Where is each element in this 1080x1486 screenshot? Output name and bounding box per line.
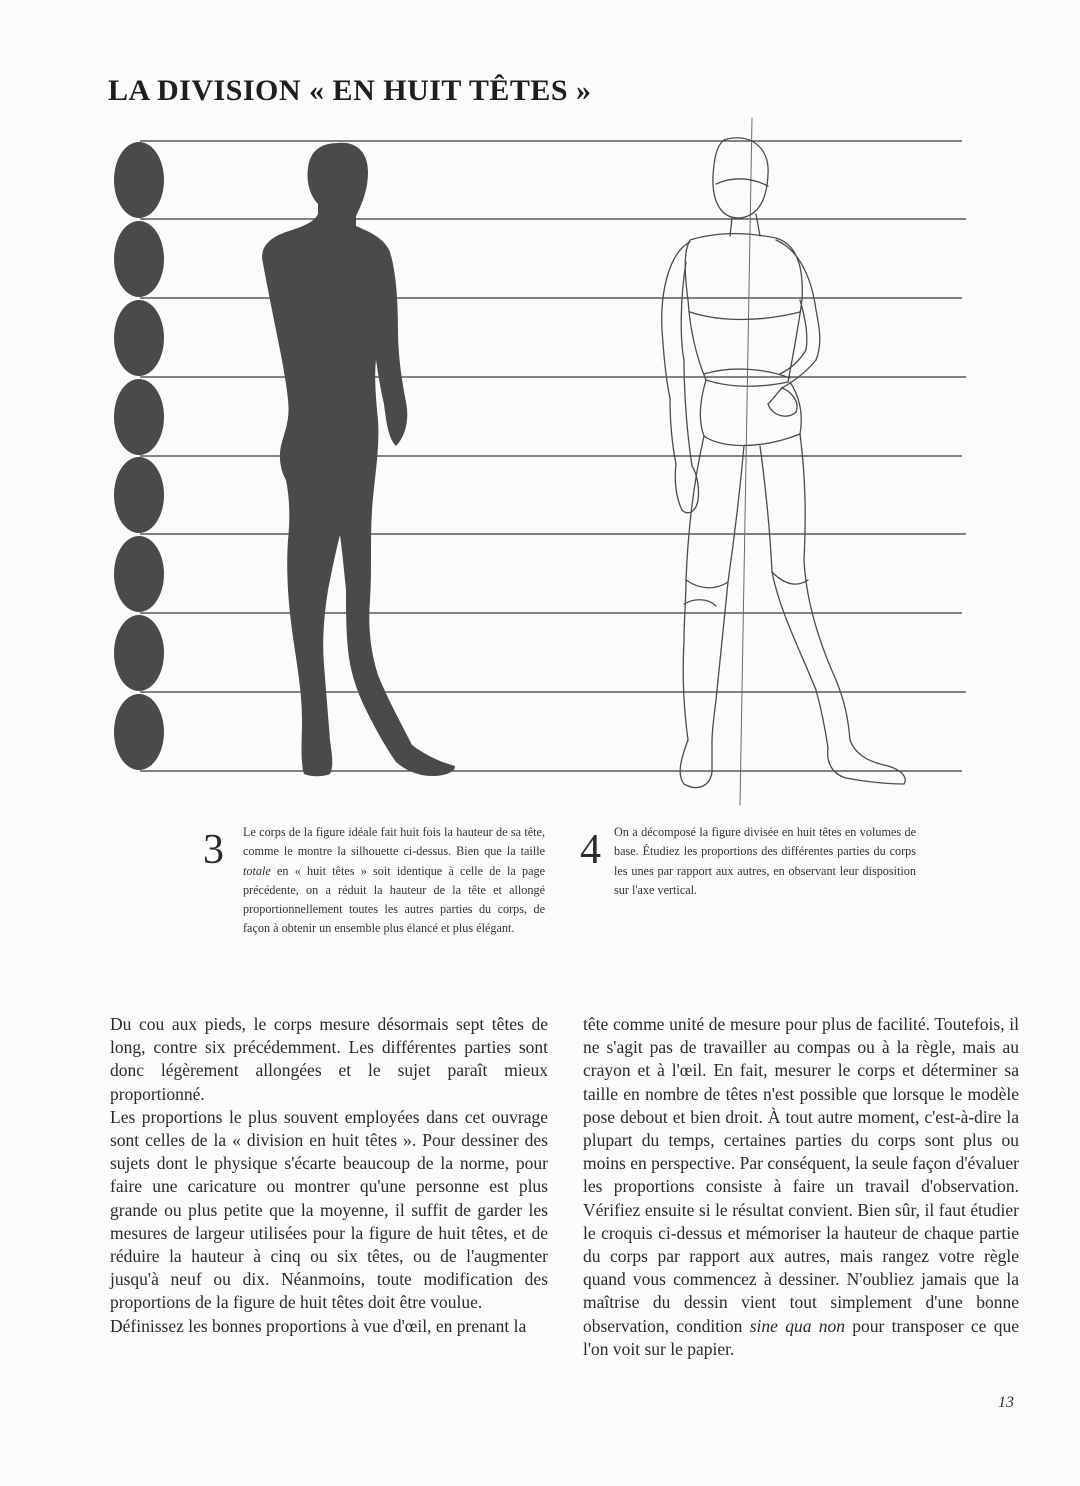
body-paragraph: Les proportions le plus souvent employées dans cet ouvrage sont celles de la « division en huit têtes ». Pour dessiner des sujets dont le physique s'écarte beaucoup de la norme, pour faire une caricature ou montrer qu'une personne est plus grande ou plus petite que la moyenne, il suffit de garder les mesures de largeur utilisées pour la figure de huit têtes, et de réduire la hauteur à cinq ou six têtes, ou de l'augmenter jusqu'à neuf ou dix. Néanmoins, toute modification des proportions de la figure de huit têtes doit être voulue. — [110, 1106, 548, 1313]
head-oval — [114, 615, 164, 691]
body-paragraph — [583, 1013, 1019, 1361]
page-number: 13 — [998, 1394, 1014, 1411]
body-text-part: tête comme unité de mesure pour plus de facilité. Toutefois, il ne s'agit pas de travailler au compas ou à la règle, mais au crayon et à l'œil. En fait, mesurer le corps et déterminer sa taille en nombre de têtes n'est possible que lorsque le modèle pose debout et bien droit. À tout autre moment, c'est-à-dire la plupart du temps, certaines parties du corps sont plus ou moins en perspective. Par conséquent, la seule façon d'évaluer les proportions consiste à faire un travail d'observation. Vérifiez ensuite si le résultat convient. Bien sûr, il faut étudier le croquis ci-dessus et mémoriser la hauteur de chaque partie du corps par rapport aux autres, mais rangez votre règle quand vous commencez à dessiner. N'oubliez jamais que la maîtrise du dessin vient tout simplement d'une bonne observation, condition — [583, 1014, 1019, 1336]
caption-4 — [580, 823, 916, 900]
head-oval — [114, 142, 164, 218]
body-paragraph: Du cou aux pieds, le corps mesure désormais sept têtes de long, contre six précédemment. Les différentes parties sont donc légèrement allongées et le sujet paraît mieux proportionné. — [110, 1014, 548, 1104]
caption-emphasis: totale — [243, 863, 271, 878]
caption-number: 4 — [580, 827, 601, 873]
silhouette-figure — [262, 143, 455, 776]
sketch-leg-right — [760, 446, 828, 748]
caption-text — [243, 823, 545, 939]
sketch-foot-left — [680, 740, 712, 788]
sketch-head — [713, 138, 768, 218]
construction-sketch — [662, 118, 905, 805]
sketch-foot-right — [828, 740, 906, 784]
head-oval — [114, 536, 164, 612]
caption-3 — [203, 823, 545, 939]
body-column-right — [583, 1013, 1019, 1361]
guide-lines — [140, 141, 966, 771]
body-column-left — [110, 1013, 548, 1338]
sketch-leg-left — [683, 436, 704, 740]
page-title: LA DIVISION « EN HUIT TÊTES » — [108, 74, 592, 107]
sketch-torso — [685, 234, 802, 387]
body-paragraph: Définissez les bonnes proportions à vue d'œil, en prenant la — [110, 1315, 527, 1336]
head-oval — [114, 694, 164, 770]
caption-text: On a décomposé la figure divisée en huit têtes en volumes de base. Étudiez les proportions des différentes parties du corps les unes par rapport aux autres, en observant leur disposition sur l'axe vertical. — [614, 825, 916, 897]
body-text-part: pour transposer ce que l'on voit sur le papier. — [583, 1315, 1019, 1359]
caption-number: 3 — [203, 827, 224, 873]
vertical-axis — [740, 118, 752, 805]
caption-text-part: en « huit têtes » soit identique à celle de la page précédente, on a réduit la hauteur de la tête et allongé proportionnellement toutes les autres parties du corps, de façon à obtenir un ensemble plus élancé et plus élégant. — [243, 863, 545, 936]
caption-text-part: Le corps de la figure idéale fait huit fois la hauteur de sa tête, comme le montre la silhouette ci-dessus. Bien que la taille — [243, 825, 545, 859]
head-oval — [114, 221, 164, 297]
sketch-hand-left — [675, 464, 698, 513]
head-oval — [114, 379, 164, 455]
head-oval — [114, 300, 164, 376]
body-emphasis: sine qua non — [749, 1315, 845, 1336]
sketch-hand-right — [768, 388, 797, 416]
sketch-arm-right — [776, 240, 820, 360]
head-oval — [114, 457, 164, 533]
